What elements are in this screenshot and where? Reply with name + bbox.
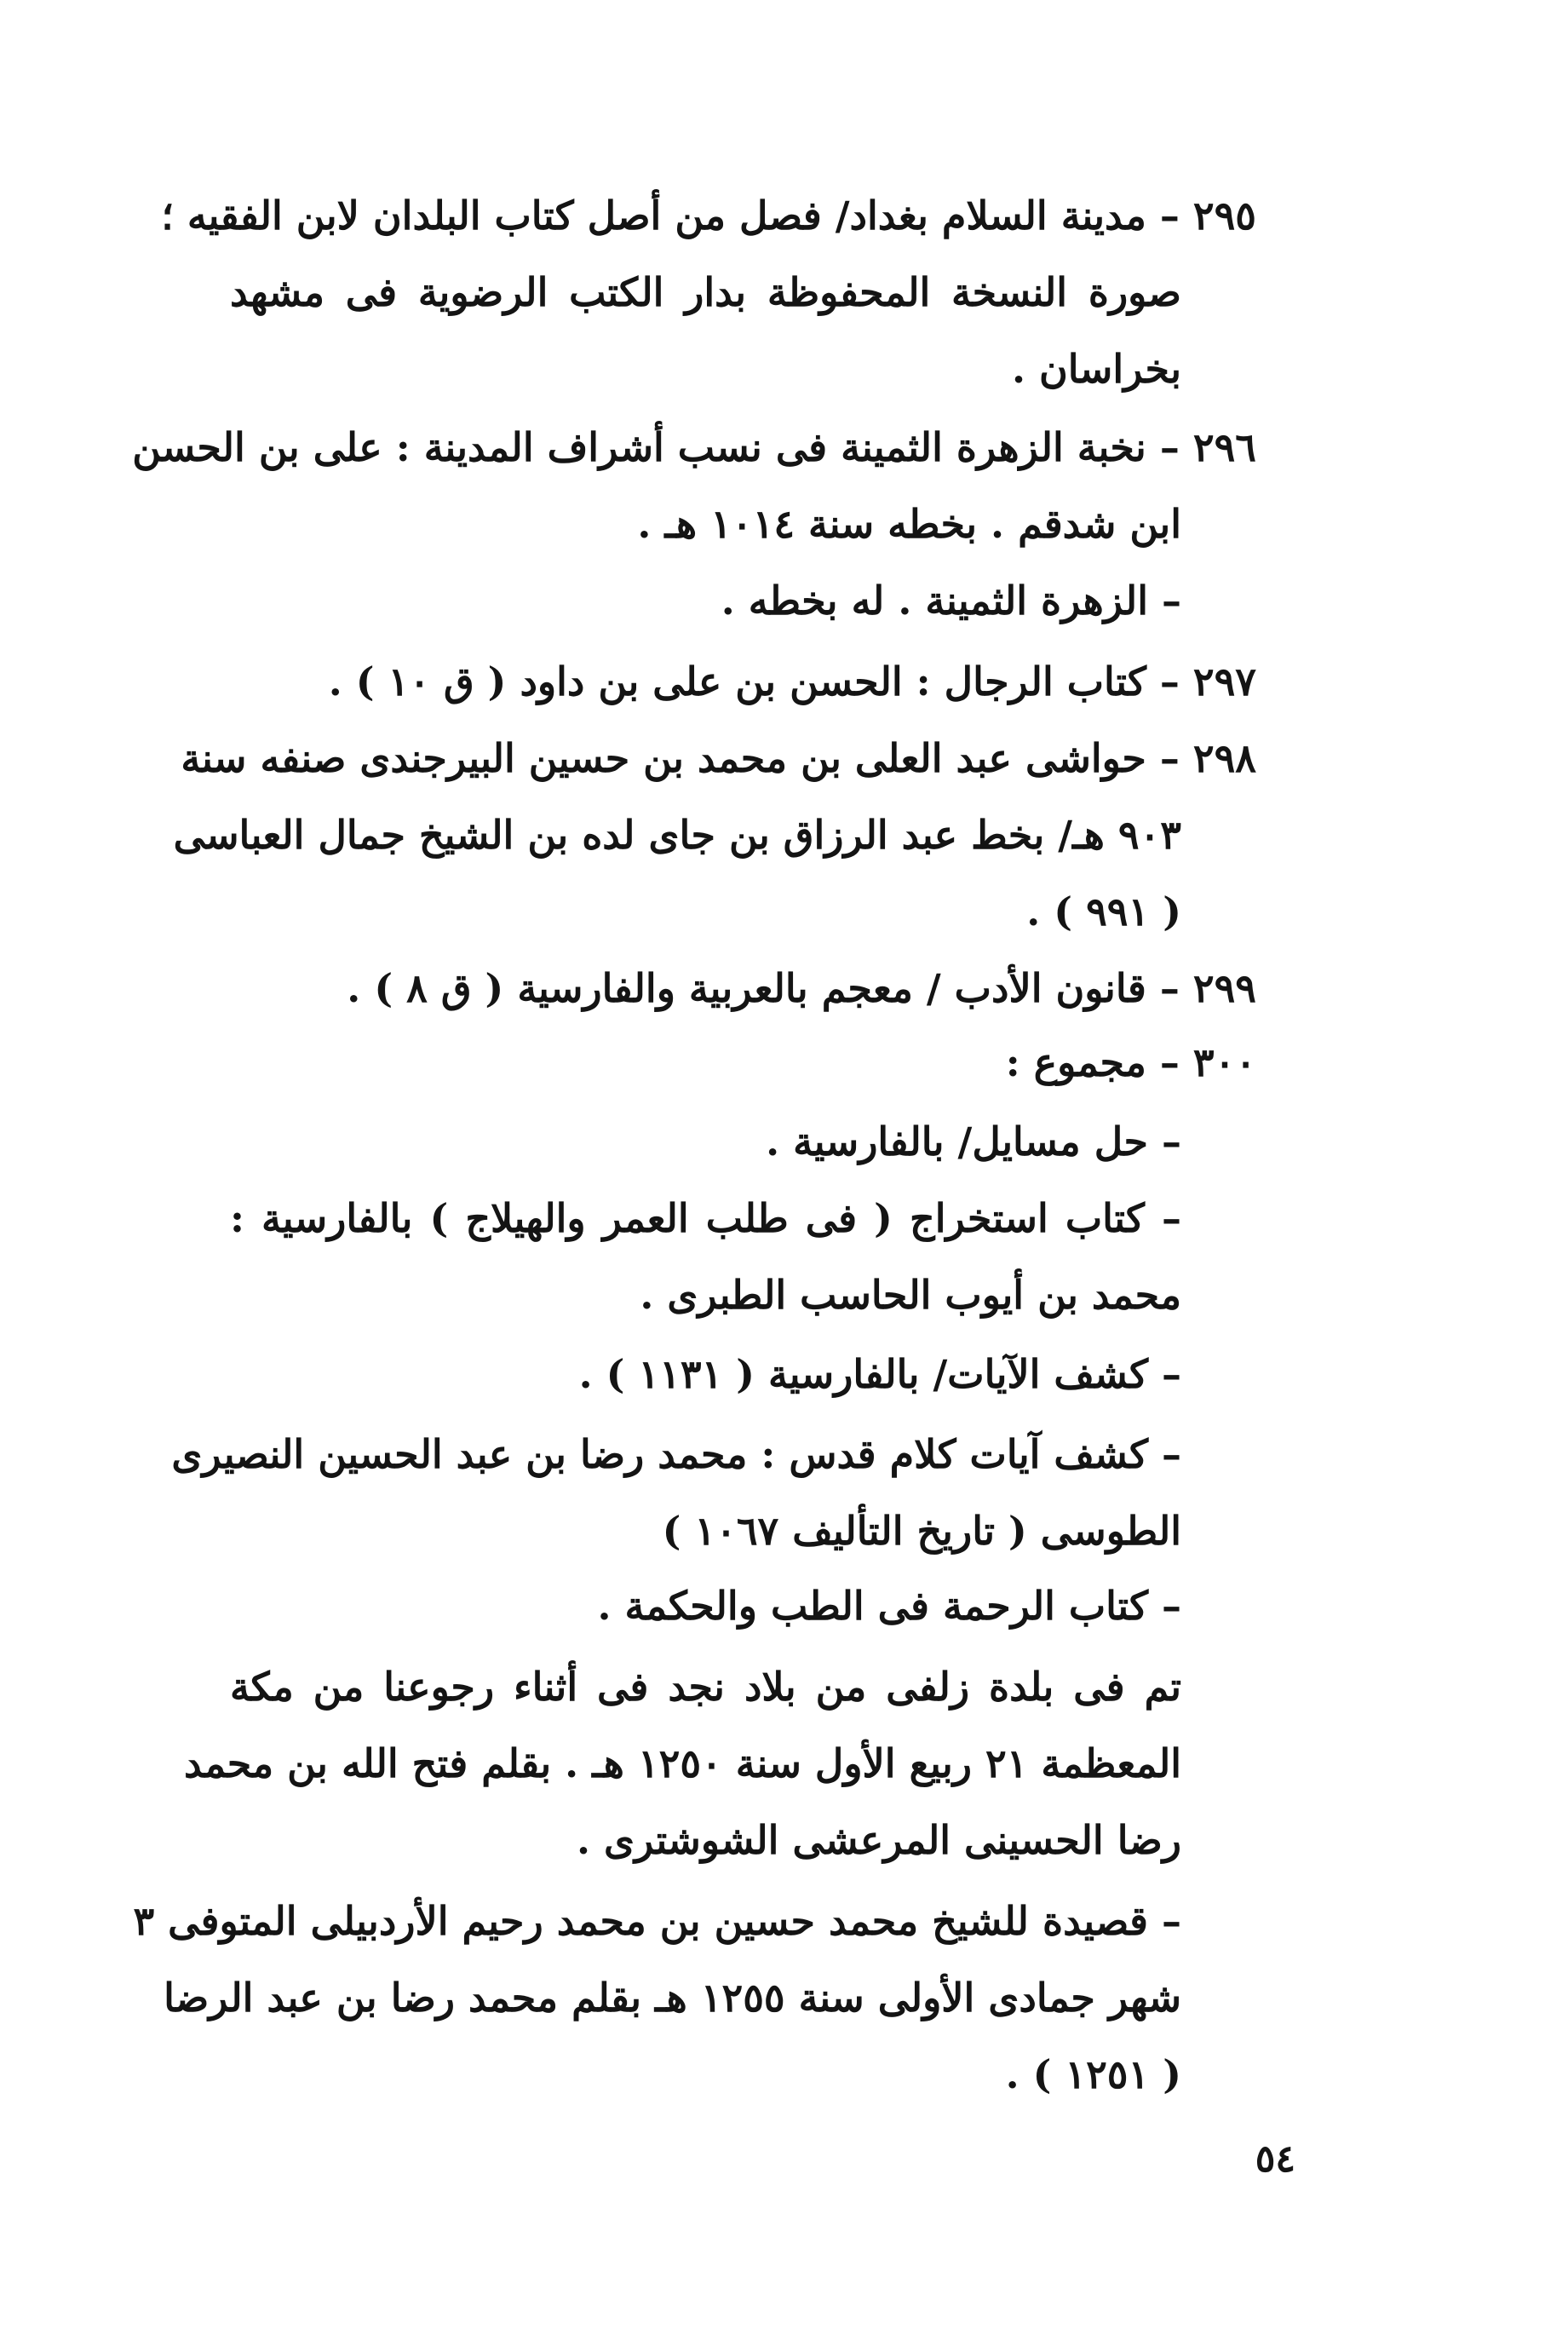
entry-295-line-3: بخراسان . xyxy=(1011,346,1181,392)
entry-296-line-2: ابن شدقم . بخطه سنة ١٠١٤ هـ . xyxy=(637,501,1181,547)
entry-300-subitem-1: – حل مسايل/ بالفارسية . xyxy=(766,1118,1181,1164)
colophon-line-2: المعظمة ٢١ ربيع الأول سنة ١٢٥٠ هـ . بقلم فتح الله بن محمد xyxy=(184,1740,1181,1786)
page-number: ٥٤ xyxy=(1255,2137,1295,2181)
entry-299-line-1: ٢٩٩ – قانون الأدب / معجم بالعربية والفارسية ( ق ٨ ) . xyxy=(347,965,1256,1011)
entry-298-line-2: ٩٠٣ هـ/ بخط عبد الرزاق بن جاى لده بن الشيخ جمال العباسى xyxy=(173,812,1181,858)
entry-300-subitem-2-line-2: محمد بن أيوب الحاسب الطبرى . xyxy=(640,1272,1181,1318)
colophon-line-1: تم فى بلدة زلفى من بلاد نجد فى أثناء رجوعنا من مكة xyxy=(230,1664,1181,1710)
entry-300-subitem-6-line-1: – قصيدة للشيخ محمد حسين بن محمد رحيم الأردبيلى المتوفى ٣ xyxy=(133,1898,1181,1944)
entry-300-subitem-3: – كشف الآيات/ بالفارسية ( ١١٣١ ) . xyxy=(578,1351,1181,1397)
entry-300-subitem-2-line-1: – كتاب استخراج ( فى طلب العمر والهيلاج ) بالفارسية : xyxy=(230,1195,1181,1241)
entry-300-subitem-4-line-1: – كشف آيات كلام قدس : محمد رضا بن عبد الحسين النصيرى xyxy=(171,1431,1181,1477)
entry-295-line-1: ٢٩٥ – مدينة السلام بغداد/ فصل من أصل كتاب البلدان لابن الفقيه ؛ xyxy=(161,193,1256,239)
entry-295-line-2: صورة النسخة المحفوظة بدار الكتب الرضوية فى مشهد xyxy=(230,269,1181,315)
entry-300-subitem-6-line-3: ( ١٢٥١ ) . xyxy=(1005,2051,1181,2097)
entry-296-subitem: – الزهرة الثمينة . له بخطه . xyxy=(721,578,1181,624)
colophon-line-3: رضا الحسينى المرعشى الشوشترى . xyxy=(577,1817,1181,1863)
entry-300-subitem-5: – كتاب الرحمة فى الطب والحكمة . xyxy=(597,1583,1181,1629)
entry-300-subitem-6-line-2: شهر جمادى الأولى سنة ١٢٥٥ هـ بقلم محمد رضا بن عبد الرضا xyxy=(164,1975,1181,2021)
entry-300-subitem-4-line-2: الطوسى ( تاريخ التأليف ١٠٦٧ ) xyxy=(662,1508,1181,1554)
entry-298-line-3: ( ٩٩١ ) . xyxy=(1026,888,1181,934)
entry-298-line-1: ٢٩٨ – حواشى عبد العلى بن محمد بن حسين البيرجندى صنفه سنة xyxy=(181,735,1256,781)
entry-300-heading: ٣٠٠ – مجموع : xyxy=(1005,1039,1256,1085)
entry-296-line-1: ٢٩٦ – نخبة الزهرة الثمينة فى نسب أشراف المدينة : على بن الحسن xyxy=(132,424,1256,470)
entry-297-line-1: ٢٩٧ – كتاب الرجال : الحسن بن على بن داود ( ق ١٠ ) . xyxy=(328,658,1256,704)
